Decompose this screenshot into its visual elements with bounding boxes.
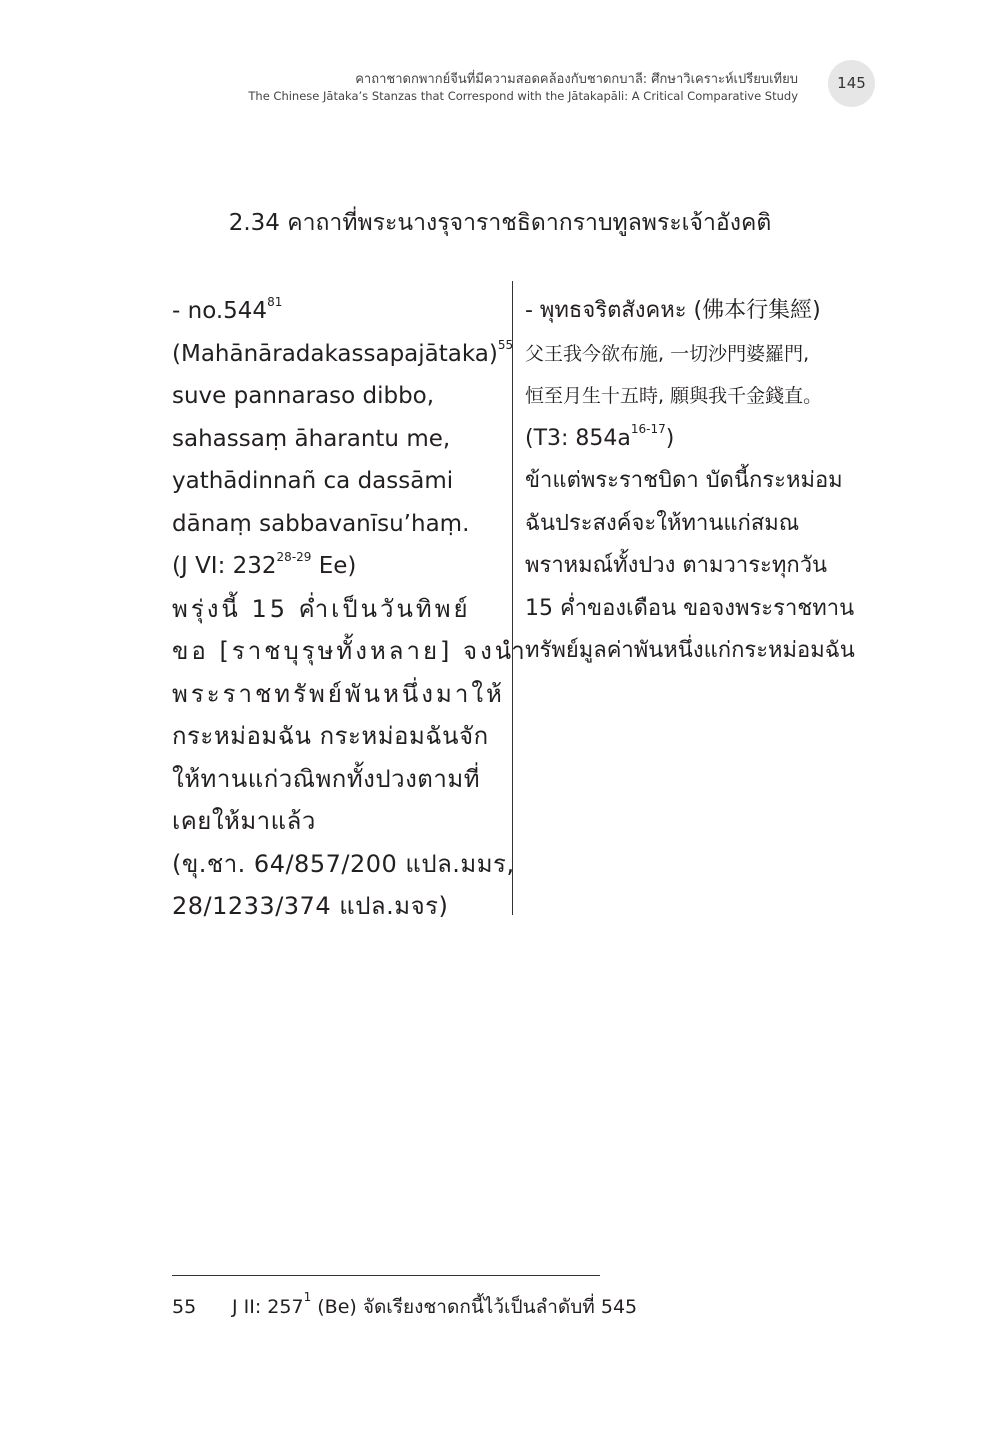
pali-reference [172, 290, 502, 333]
page-number: 145 [828, 60, 875, 107]
chinese-verse-line: 父王我今欲布施, 一切沙門婆羅門, [525, 342, 810, 365]
pali-verse-line: yathādinnañ ca dassāmi [172, 468, 454, 494]
pali-reference-text: - no.544 [172, 298, 268, 324]
pali-column [172, 290, 528, 928]
chinese-reference: - พุทธจริตสังคหะ (佛本行集經) [525, 298, 821, 323]
pali-reference-footnote-mark: 81 [267, 295, 283, 309]
chinese-verse-line: 恒至月生十五時, 願與我千金錢直。 [525, 385, 823, 407]
section-title: 2.34 คาถาที่พระนางรุจาราชธิดากราบทูลพระเจ้าอังคติ [228, 210, 772, 236]
pali-translation-line: เคยให้มาแล้ว [172, 807, 316, 835]
pali-verse-line: sahassaṃ āharantu me, [172, 425, 451, 452]
chinese-column [525, 290, 870, 673]
jataka-name-text: (Mahānāradakassapajātaka) [172, 340, 498, 367]
footnote-55 [172, 1292, 637, 1322]
running-header [248, 71, 798, 105]
pali-source [172, 545, 502, 588]
pali-translation-line: กระหม่อมฉัน กระหม่อมฉันจัก [172, 722, 489, 750]
footnote-separator [172, 1275, 600, 1276]
pali-translation-line: ขอ [ราชบุรุษทั้งหลาย] จงนำ [172, 637, 528, 665]
pali-source-text: (J VI: 232 [172, 553, 277, 579]
chinese-translation-line: ทรัพย์มูลค่าพันหนึ่งแก่กระหม่อมฉัน [525, 638, 855, 663]
pali-verse-line: suve pannaraso dibbo, [172, 383, 435, 409]
chinese-source-lines: 16-17 [630, 421, 666, 436]
jataka-name-footnote-mark: 55 [497, 337, 514, 352]
jataka-name [172, 333, 514, 376]
chinese-translation-line: ฉันประสงค์จะให้ทานแก่สมณ [525, 510, 800, 536]
footnote-reference-line: 1 [303, 1290, 312, 1304]
chinese-translation-line: ข้าแต่พระราชบิดา บัดนี้กระหม่อม [525, 468, 843, 493]
pali-source-lines: 28-29 [276, 550, 312, 564]
footnote-number: 55 [172, 1296, 197, 1318]
pali-translation-line: ให้ทานแก่วณิพกทั้งปวงตามที่ [172, 764, 481, 793]
pali-citation-line: (ขุ.ชา. 64/857/200 แปล.มมร, [172, 849, 515, 878]
pali-translation-line: พระราชทรัพย์พันหนึ่งมาให้ [172, 679, 505, 708]
pali-source-edition: Ee) [311, 553, 357, 579]
pali-translation-line: พรุ่งนี้ 15 ค่ำเป็นวันทิพย์ [172, 594, 471, 623]
chinese-translation-line: พราหมณ์ทั้งปวง ตามวาระทุกวัน [525, 553, 828, 578]
pali-citation-line: 28/1233/374 แปล.มจร) [172, 892, 449, 920]
chinese-translation-line: 15 ค่ำของเดือน ขอจงพระราชทาน [525, 595, 855, 621]
footnote-reference: J II: 257 [232, 1296, 304, 1318]
chinese-source-close: ) [665, 425, 675, 451]
pali-verse-line: dānaṃ sabbavanīsu’haṃ. [172, 510, 470, 537]
column-divider [512, 281, 513, 915]
running-title-english: The Chinese Jātaka’s Stanzas that Correspond with the Jātakapāli: A Critical Comparative Study [248, 89, 798, 103]
chinese-source [525, 418, 870, 461]
footnote-text: (Be) จัดเรียงชาดกนี้ไว้เป็นลำดับที่ 545 [311, 1296, 638, 1318]
running-title-thai: คาถาชาดกพากย์จีนที่มีความสอดคล้องกับชาดกบาลี: ศึกษาวิเคราะห์เปรียบเทียบ [355, 72, 798, 87]
chinese-source-text: (T3: 854a [525, 425, 631, 451]
